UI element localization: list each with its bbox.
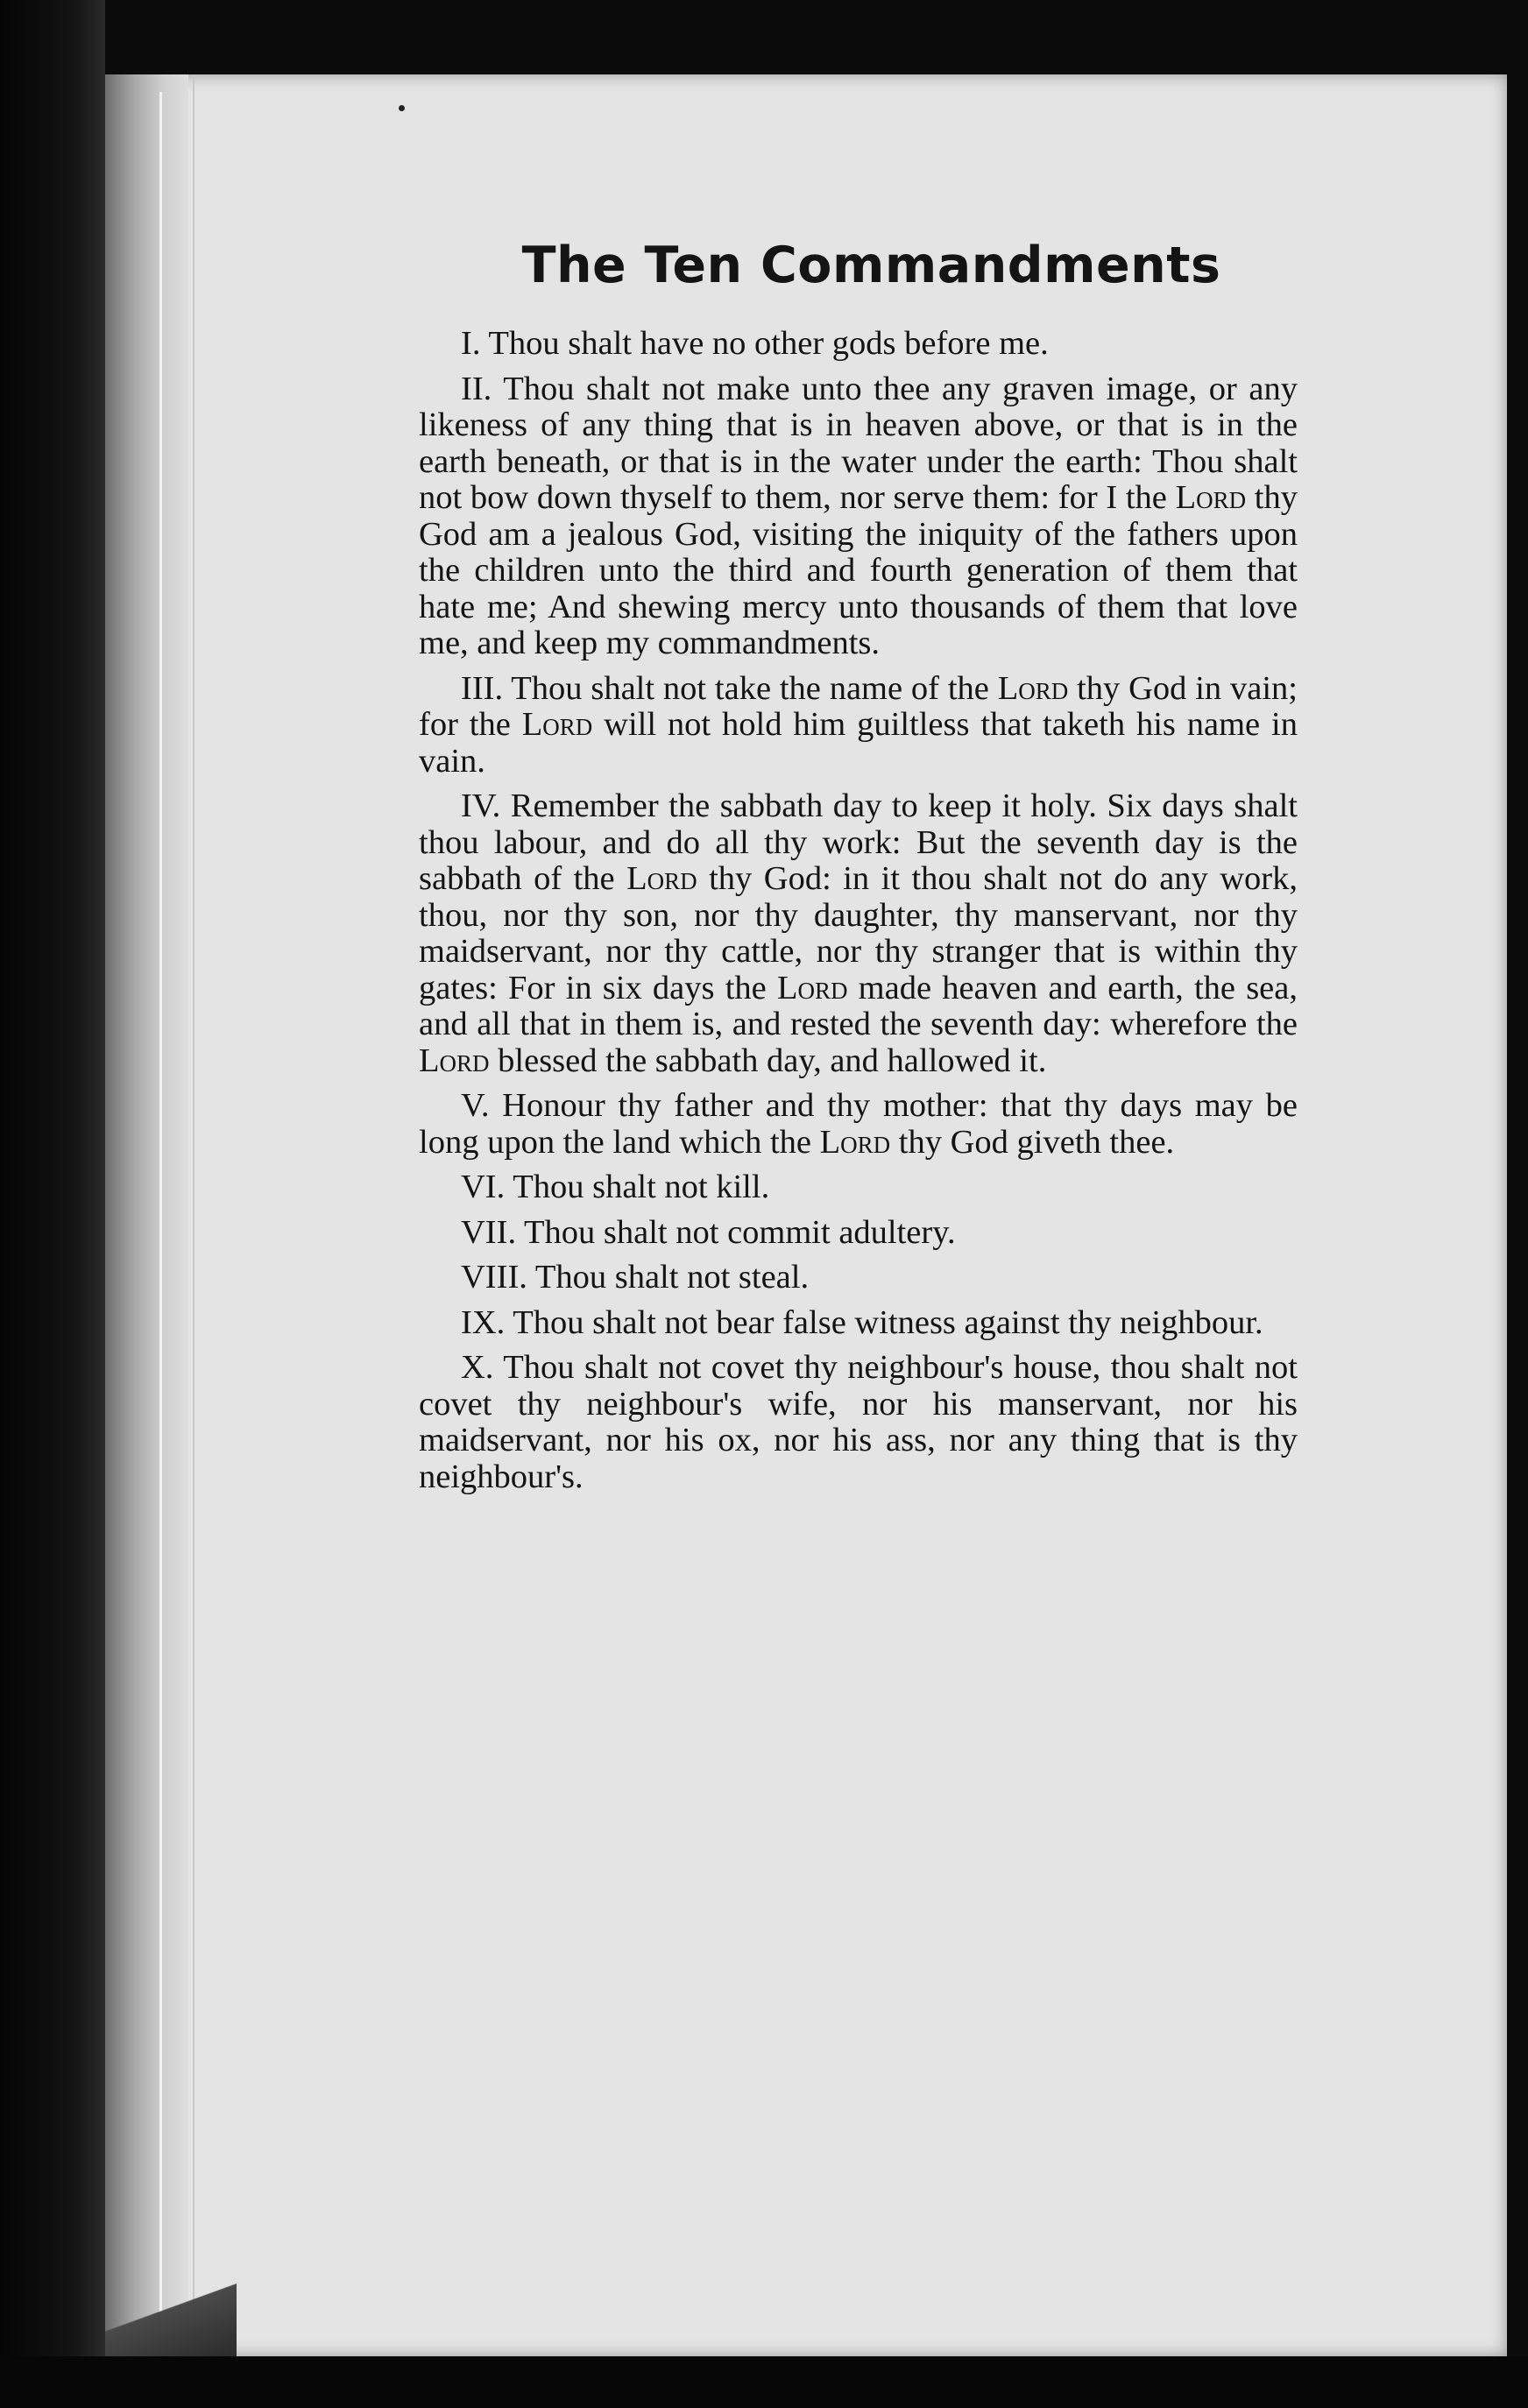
commandment-text: Thou shalt not take the name of the Lord thy God in vain; for the Lord will not hold him guiltless that taketh his name in vain.: [419, 669, 1298, 780]
commandment-text: Thou shalt have no other gods before me.: [488, 325, 1049, 362]
commandment-numeral: III.: [461, 669, 504, 707]
commandment-numeral: VI.: [461, 1169, 506, 1205]
commandment-numeral: X.: [461, 1349, 494, 1386]
commandment-text: Thou shalt not commit adultery.: [524, 1213, 956, 1251]
commandment-1: [419, 326, 1298, 363]
commandment-numeral: IV.: [461, 787, 501, 824]
scanner-edge-left: [0, 0, 105, 2408]
spine-highlight: [159, 92, 162, 2334]
page-title: The Ten Commandments: [521, 237, 1221, 294]
ink-speck: [399, 105, 405, 111]
divine-name: Lord: [419, 1042, 490, 1079]
commandment-text: Thou shalt not kill.: [513, 1169, 770, 1205]
divine-name: Lord: [521, 706, 593, 743]
commandment-numeral: II.: [461, 370, 492, 407]
commandment-text: Thou shalt not steal.: [534, 1259, 810, 1296]
divine-name: Lord: [819, 1123, 891, 1161]
page-corner-shadow: [105, 2282, 237, 2356]
commandment-7: [419, 1215, 1298, 1252]
commandment-5: [419, 1088, 1298, 1161]
commandment-text: Honour thy father and thy mother: that thy days may be long upon the land which the Lord thy God giveth thee.: [419, 1087, 1298, 1161]
book-spine: [105, 74, 188, 2356]
commandment-numeral: V.: [461, 1087, 490, 1124]
commandment-8: [419, 1260, 1298, 1296]
commandment-text: Thou shalt not bear false witness against thy neighbour.: [513, 1303, 1263, 1341]
divine-name: Lord: [626, 860, 697, 897]
commandment-3: [419, 671, 1298, 780]
commandment-2: [419, 371, 1298, 662]
scanner-edge-bottom: [0, 2356, 1528, 2408]
commandment-9: [419, 1305, 1298, 1342]
commandment-6: [419, 1169, 1298, 1206]
commandment-10: [419, 1350, 1298, 1495]
commandment-numeral: VII.: [461, 1213, 517, 1251]
commandment-text: Thou shalt not covet thy neighbour's house, thou shalt not covet thy neighbour's wife, nor his manservant, nor his maidservant, nor his ox, nor his ass, nor any thing that is thy neighbour's.: [419, 1349, 1298, 1495]
commandment-4: [419, 788, 1298, 1079]
commandment-text: Thou shalt not make unto thee any graven image, or any likeness of any thing that is in heaven above, or that is in the earth beneath, or that is in the water under the earth: Thou shalt not bow down thyself to them, nor serve them: for I the Lord thy God am a jealous God, visiting the iniquity of the fathers upon the children unto the third and fourth generation of them that hate me; And shewing mercy unto thousands of them that love me, and keep my commandments.: [419, 370, 1298, 661]
commandment-text: Remember the sabbath day to keep it holy. Six days shalt thou labour, and do all thy work: But the seventh day is the sabbath of the Lord thy God: in it thou shalt not do any work, thou, nor thy son, nor thy daughter, thy manservant, nor thy maidservant, nor thy cattle, nor thy stranger that is within thy gates: For in six days the Lord made heaven and earth, the sea, and all that in them is, and rested the seventh day: wherefore the Lord blessed the sabbath day, and hallowed it.: [419, 787, 1298, 1079]
divine-name: Lord: [776, 969, 848, 1006]
divine-name: Lord: [997, 669, 1069, 707]
page-text-block: [419, 237, 1298, 1504]
commandment-numeral: IX.: [461, 1303, 506, 1341]
commandment-numeral: VIII.: [461, 1259, 527, 1296]
page-gutter-line: [193, 74, 195, 2356]
commandment-numeral: I.: [461, 325, 481, 362]
divine-name: Lord: [1175, 479, 1247, 516]
